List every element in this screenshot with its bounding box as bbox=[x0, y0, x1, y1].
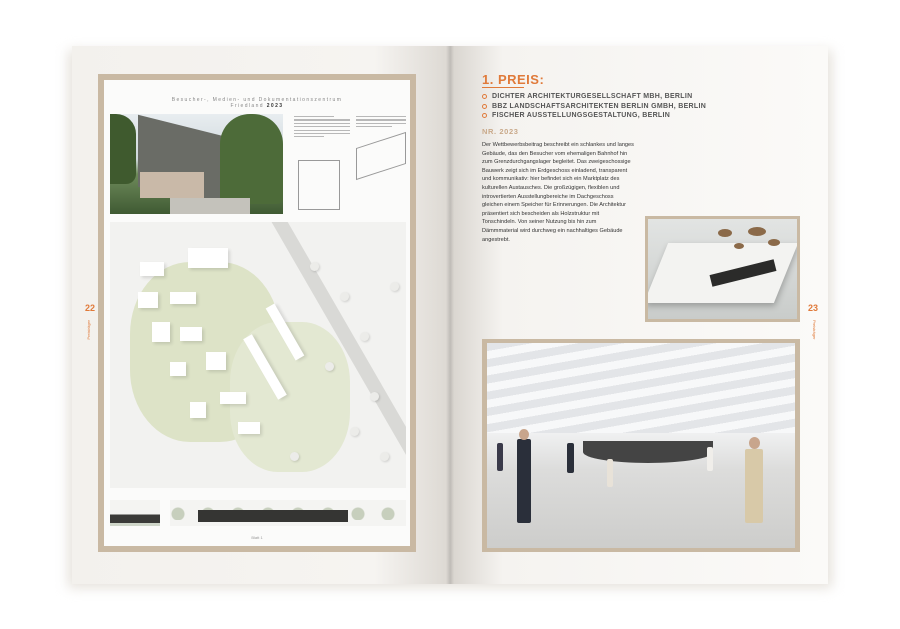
model-photo bbox=[648, 219, 797, 319]
poster-footer: Blatt 1 bbox=[251, 535, 263, 540]
circle-bullet-icon bbox=[482, 94, 487, 99]
poster-text-column bbox=[294, 116, 350, 140]
page-number-left: 22 bbox=[85, 303, 96, 313]
list-item: DICHTER ARCHITEKTURGESELLSCHAFT MBH, BERLIN bbox=[482, 92, 706, 102]
floor-plan-drawing bbox=[298, 160, 340, 210]
entry-number: NR. 2023 bbox=[482, 127, 519, 136]
firm-list bbox=[482, 92, 706, 121]
circle-bullet-icon bbox=[482, 104, 487, 109]
poster-text-column bbox=[356, 116, 406, 130]
exterior-photo bbox=[110, 114, 283, 214]
page-gutter bbox=[446, 46, 454, 584]
page-number-right: 23 bbox=[808, 303, 819, 313]
list-item: BBZ LANDSCHAFTSARCHITEKTEN BERLIN GMBH, BERLIN bbox=[482, 102, 706, 112]
site-plan bbox=[110, 222, 406, 488]
elevation-detail bbox=[110, 500, 160, 526]
circle-bullet-icon bbox=[482, 113, 487, 118]
interior-render bbox=[487, 343, 795, 548]
poster-title: Besucher-, Medien- und Dokumentationszentrum Friedland 2023 bbox=[171, 97, 343, 109]
prize-title: 1. PREIS: bbox=[482, 72, 545, 87]
body-text: Der Wettbewerbsbeitrag beschreibt ein schlankes und langes Gebäude, das den Besucher vom ehemaligen Bahnhof hin zum Grenzdurchgangslager begleitet. Das zweigeschossige Bauwerk zeigt sich im Erdgeschoss einladend, transparent und kommunikativ: hier befindet sich ein Marktplatz des kulturellen Austausches. Die großzügigen, flexiblen und introvertierten Ausstellungbereiche im Dachgeschoss gleichen einem Speicher für Erinnerungen. Die Architektur präsentiert sich bescheiden als Holzstruktur mit Tonschindeln. Von seiner Nutzung bis hin zum Dämmmaterial wird durchweg ein nachhaltiges Gebäude angestrebt. bbox=[482, 142, 634, 243]
prize-underline bbox=[482, 87, 524, 88]
elevation-main bbox=[170, 500, 406, 526]
folio-label-left: Preisträger bbox=[86, 320, 91, 340]
list-item: FISCHER AUSSTELLUNGSGESTALTUNG, BERLIN bbox=[482, 111, 706, 121]
folio-label-right: Preisträger bbox=[812, 320, 817, 340]
